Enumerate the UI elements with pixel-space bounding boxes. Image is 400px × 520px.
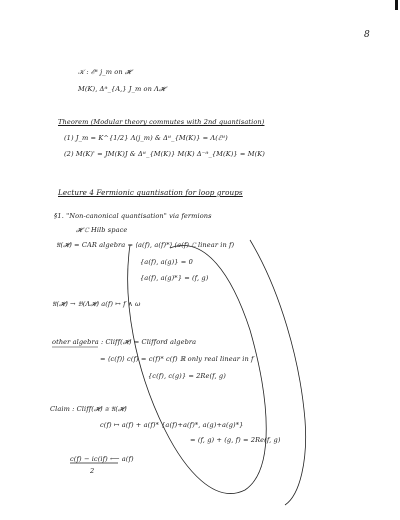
inverse-map-numerator: c(f) − ic(if) ⟵ a(f) (70, 455, 134, 463)
anticommutator-2: {a(f), a(g)*} = (f, g) (140, 274, 209, 282)
theorem-heading: Theorem (Modular theory commutes with 2nd quantisation) (58, 118, 265, 126)
page-number: 8 (364, 30, 370, 40)
clifford-generators: = ⟨c(f)⟩ c(f) = c(f)* c(f) ℝ only real linear in f (100, 355, 254, 363)
car-algebra-line: 𝔄(𝓗) = CAR algebra = ⟨a(f), a(f)*⟩ (a(f) ℂ linear in f) (56, 241, 235, 249)
lecture-heading: Lecture 4 Fermionic quantisation for loop groups (58, 188, 243, 197)
note-line-1: 𝒦 : ℰⁱᵗ j_m on 𝓗 (78, 68, 131, 76)
loop-stroke-2 (250, 240, 306, 505)
clifford-relation: {c(f), c(g)} = 2Re(f, g) (148, 372, 226, 380)
anticommutator-1: {a(f), a(g)} = 0 (140, 258, 193, 266)
page-edge-mark (395, 0, 398, 10)
hilbert-space-line: 𝓗 ℂ Hilb space (76, 226, 128, 234)
note-line-2: M(K), Δⁱᵗ_{A,} J_m on Λ𝓗 (78, 85, 166, 93)
claim-result-line: = (f, g) + (g, f) = 2Re(f, g) (190, 436, 281, 444)
claim-line: Claim : Cliff(𝓗) ≅ 𝔄(𝓗) (50, 405, 127, 413)
theorem-item-2: (2) M(K)' = JM(K)J & Δⁱᵗ_{M(K)} M(K) Δ⁻ⁱᵗ_{M(K)} = M(K) (64, 150, 265, 158)
claim-map-line: c(f) ↦ a(f) + a(f)* {a(f)+a(f)*, a(g)+a(g)*} (100, 421, 244, 429)
clifford-heading: other algebra : Cliff(𝓗) = Clifford algebra (52, 338, 197, 346)
section-heading: §1. "Non-canonical quantisation" via fermions (54, 212, 212, 220)
representation-line: 𝔄(𝓗) → 𝔅(Λ𝓗) a(f) ↦ f ∧ ω (52, 300, 141, 308)
theorem-item-1: (1) J_m = K^{1/2} Λ(j_m) & Δⁱᵗ_{M(K)} = Λ(ℰⁱᵗ) (64, 134, 228, 142)
inverse-map-denominator: 2 (90, 467, 95, 475)
loop-stroke-1 (128, 245, 267, 494)
